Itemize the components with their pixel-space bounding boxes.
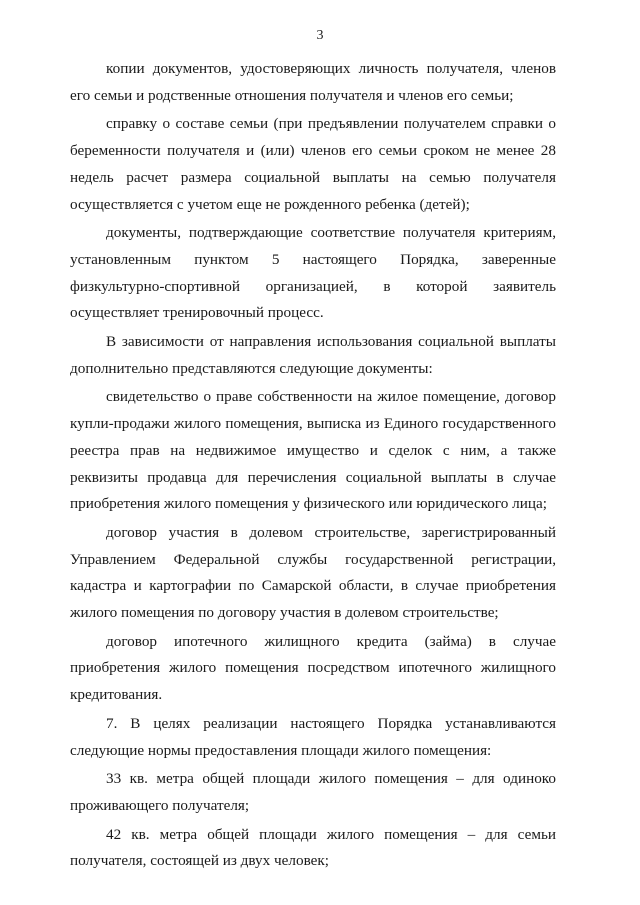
paragraph: 42 кв. метра общей площади жилого помещения – для семьи получателя, состоящей из двух человек;	[70, 825, 556, 870]
paragraph: свидетельство о праве собственности на жилое помещение, договор купли-продажи жилого помещения, выписка из Единого государственного реестра прав на недвижимое имущество и сделок с ним, а также реквизиты продавца для перечисления социальной выплаты в случае приобретения жилого помещения у физического или юридического лица;	[70, 388, 556, 513]
paragraph: 33 кв. метра общей площади жилого помещения – для одиноко проживающего получателя;	[70, 770, 556, 814]
paragraph: договор участия в долевом строительстве, зарегистрированный Управлением Федеральной службы государственной регистрации, кадастра и картографии по Самарской области, в случае приобретения жилого помещения по договору участия в долевом строительстве;	[70, 523, 556, 622]
paragraph: справку о составе семьи (при предъявлении получателем справки о беременности получателя и (или) членов его семьи сроком не менее 28 недель расчет размера социальной выплаты на семью получателя осуществляется с учетом еще не рожденного ребенка (детей);	[70, 115, 556, 213]
paragraph: 7. В целях реализации настоящего Порядка устанавливаются следующие нормы предоставления площади жилого помещения:	[70, 714, 556, 759]
paragraph: документы, подтверждающие соответствие получателя критериям, установленным пунктом 5 настоящего Порядка, заверенные физкультурно-спортивной организацией, в которой заявитель осуществляет тренировочный процесс.	[70, 224, 556, 322]
paragraph: договор ипотечного жилищного кредита (займа) в случае приобретения жилого помещения посредством ипотечного жилищного кредитования.	[70, 632, 556, 704]
paragraph: В зависимости от направления использования социальной выплаты дополнительно представляются следующие документы:	[70, 333, 556, 377]
document-body	[70, 56, 556, 875]
paragraph: копии документов, удостоверяющих личность получателя, членов его семьи и родственные отношения получателя и членов его семьи;	[70, 60, 556, 104]
page-number: 3	[316, 28, 324, 43]
